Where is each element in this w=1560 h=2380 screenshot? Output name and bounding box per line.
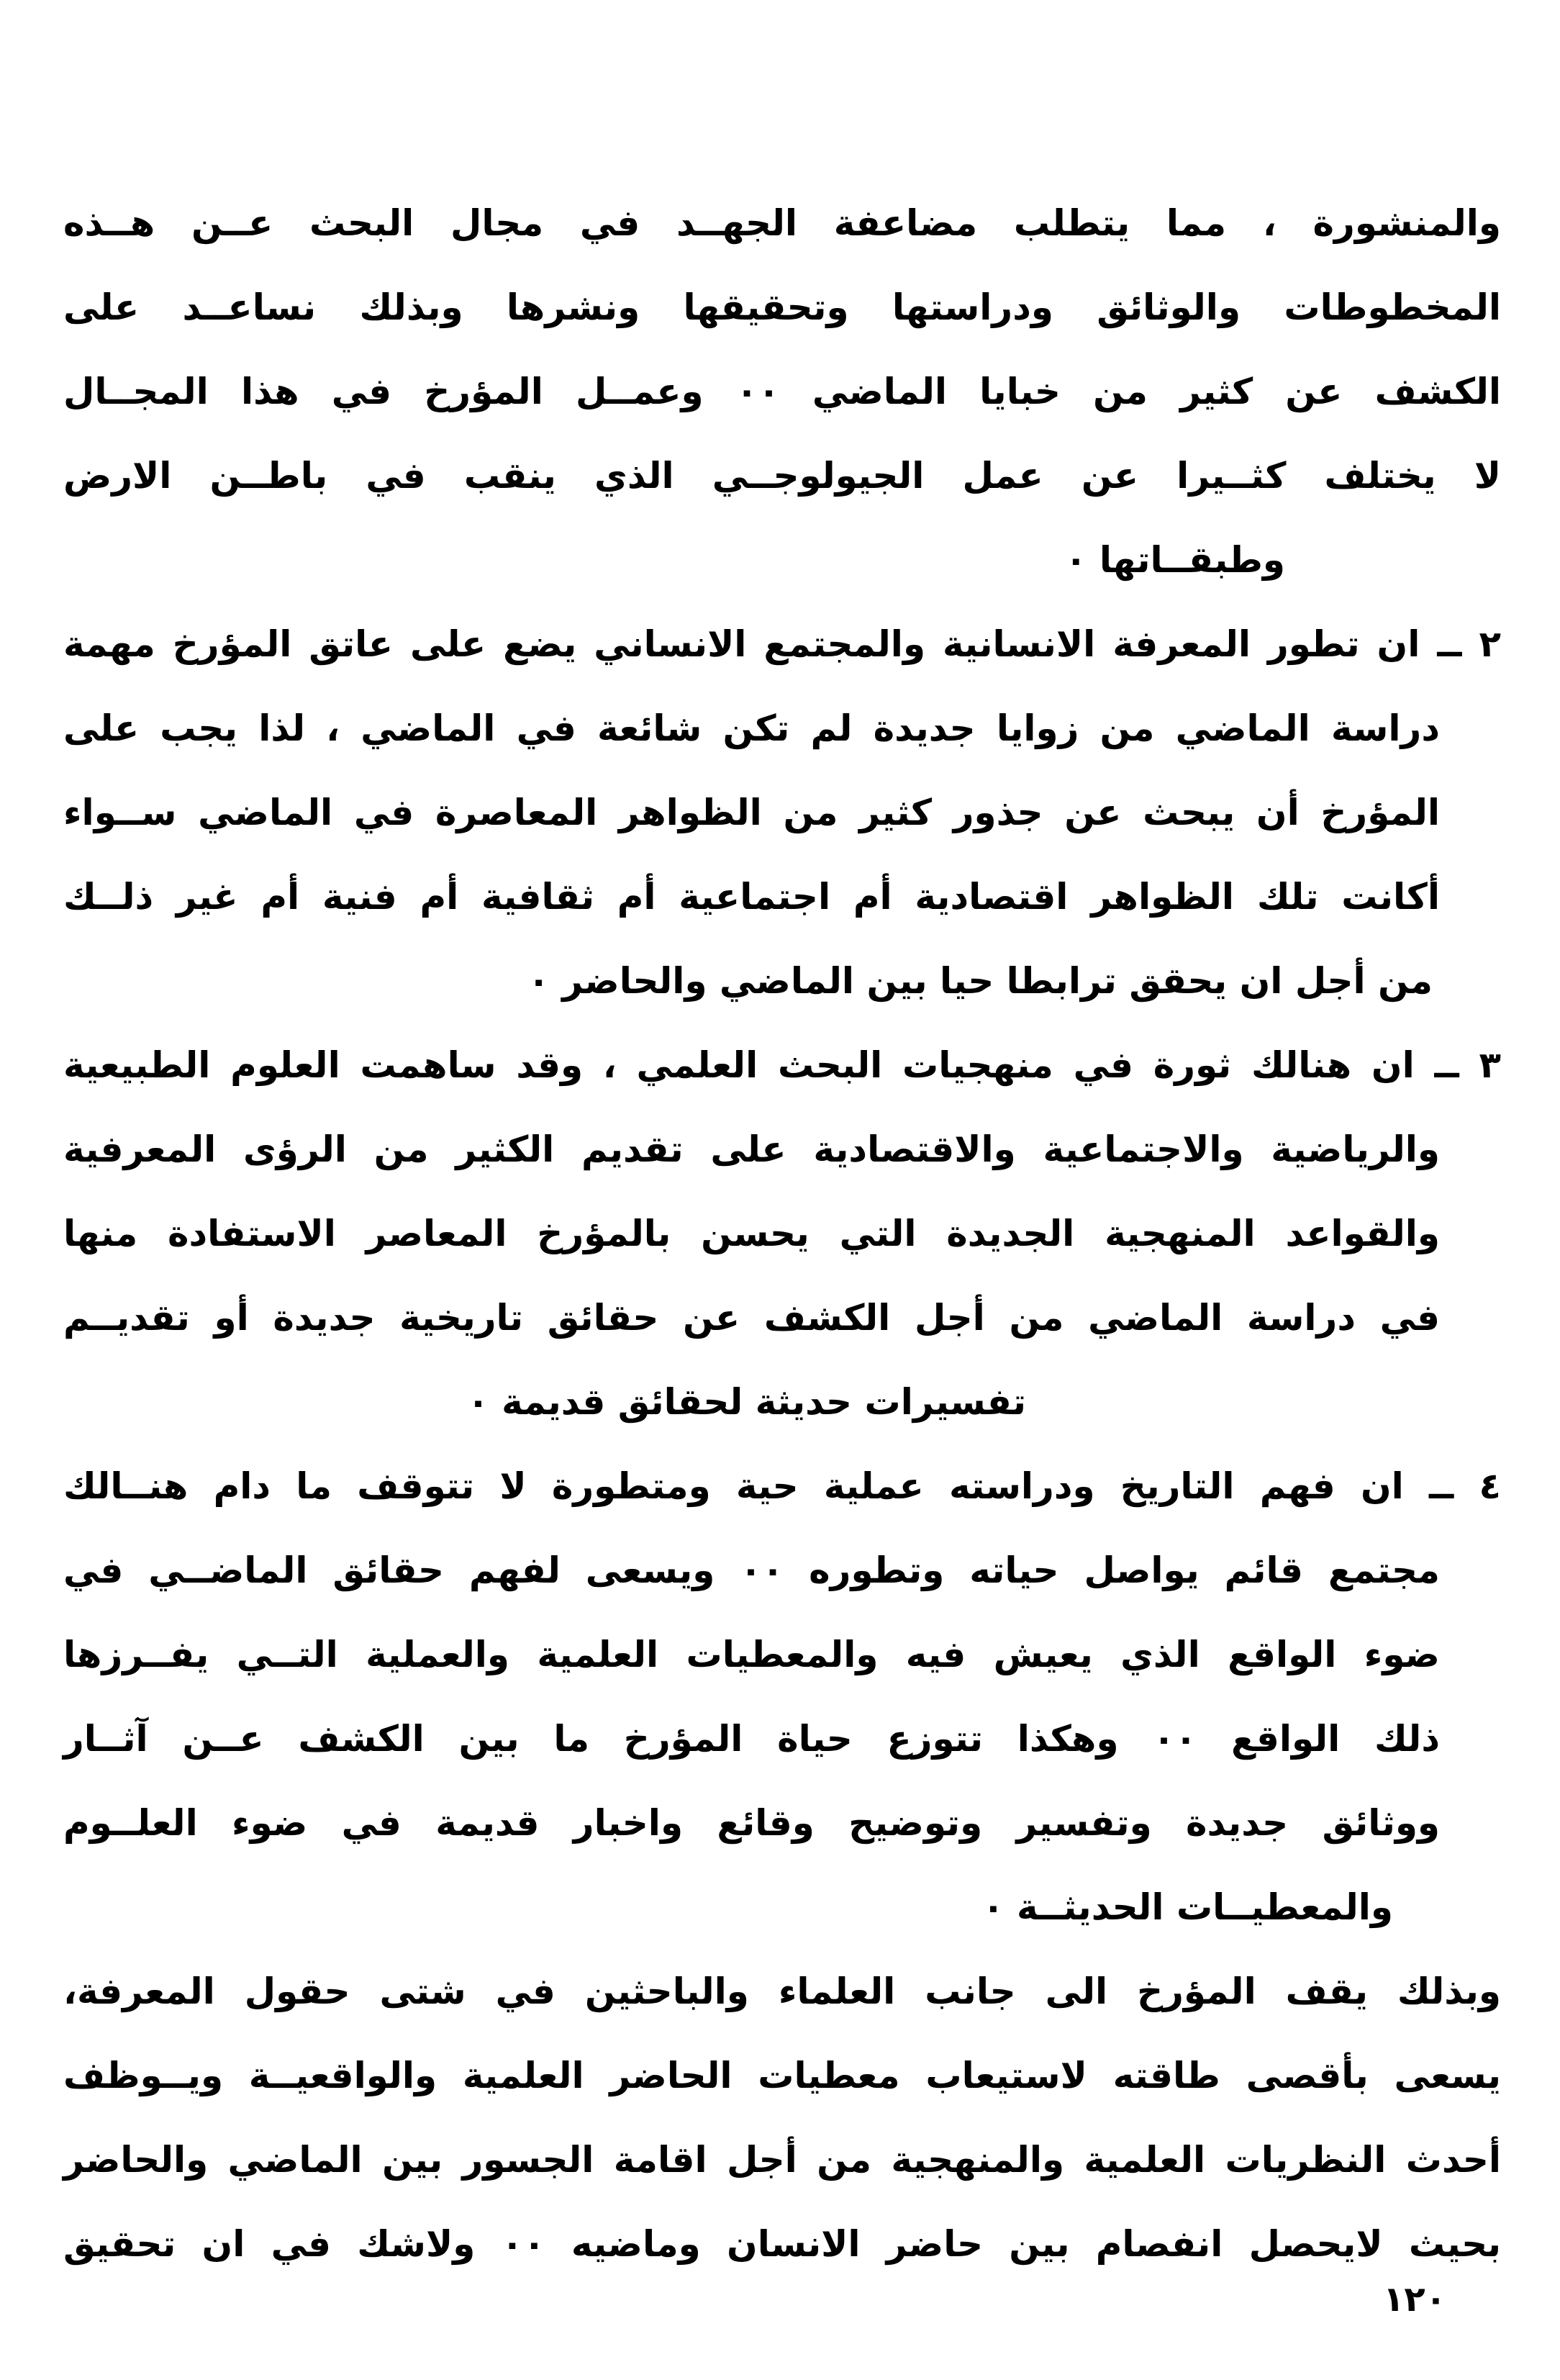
text-line: مجتمع قائم يواصل حياته وتطوره ٠٠ ويسعى لفهم حقائق الماضــي في [63, 1549, 1441, 1591]
page-number: ١٢٠ [1383, 2279, 1446, 2320]
text-line: والمنشورة ، مما يتطلب مضاعفة الجهــد في مجال البحث عــن هــذه [63, 202, 1501, 244]
text-line: المؤرخ أن يبحث عن جذور كثير من الظواهر المعاصرة في الماضي ســواء [63, 792, 1440, 833]
text-line: والرياضية والاجتماعية والاقتصادية على تقديم الكثير من الرؤى المعرفية [63, 1128, 1440, 1170]
text-line: ضوء الواقع الذي يعيش فيه والمعطيات العلمية والعملية التــي يفــرزها [63, 1634, 1440, 1675]
text-line: في دراسة الماضي من أجل الكشف عن حقائق تاريخية جديدة أو تقديــم [63, 1297, 1440, 1339]
paragraph-item-2 [63, 602, 1501, 1023]
text-line: تفسيرات حديثة لحقائق قديمة ٠ [467, 1381, 1026, 1423]
text-line: وبذلك يقف المؤرخ الى جانب العلماء والباحثين في شتى حقول المعرفة، [63, 1970, 1501, 2012]
paragraph-intro-continuation [63, 181, 1501, 602]
paragraph-item-3 [63, 1023, 1501, 1444]
page-text-block [63, 181, 1501, 2286]
text-line: لا يختلف كثــيرا عن عمل الجيولوجــي الذي ينقب في باطــن الارض [63, 455, 1501, 497]
text-line: ٣ ــ ان هنالك ثورة في منهجيات البحث العلمي ، وقد ساهمت العلوم الطبيعية [63, 1044, 1501, 1086]
text-line: دراسة الماضي من زوايا جديدة لم تكن شائعة في الماضي ، لذا يجب على [63, 707, 1440, 749]
text-line: أحدث النظريات العلمية والمنهجية من أجل اقامة الجسور بين الماضي والحاضر [63, 2139, 1501, 2181]
text-line: وطبقــاتها ٠ [1064, 539, 1285, 581]
text-line: أكانت تلك الظواهر اقتصادية أم اجتماعية أم ثقافية أم فنية أم غير ذلــك [63, 876, 1440, 918]
text-line: ووثائق جديدة وتفسير وتوضيح وقائع واخبار قديمة في ضوء العلــوم [63, 1802, 1440, 1844]
text-line: الكشف عن كثير من خبايا الماضي ٠٠ وعمــل المؤرخ في هذا المجــال [63, 371, 1501, 412]
text-line: بحيث لايحصل انفصام بين حاضر الانسان وماضيه ٠٠ ولاشك في ان تحقيق [63, 2223, 1501, 2265]
paragraph-item-4 [63, 1444, 1501, 1950]
text-line: والقواعد المنهجية الجديدة التي يحسن بالمؤرخ المعاصر الاستفادة منها [63, 1213, 1440, 1254]
text-line: ذلك الواقع ٠٠ وهكذا تتوزع حياة المؤرخ ما بين الكشف عــن آثــار [63, 1718, 1440, 1760]
text-line: من أجل ان يحقق ترابطا حيا بين الماضي والحاضر ٠ [527, 960, 1433, 1002]
text-line: والمعطيــات الحديثــة ٠ [982, 1886, 1393, 1928]
text-line: ٤ ــ ان فهم التاريخ ودراسته عملية حية ومتطورة لا تتوقف ما دام هنــالك [63, 1465, 1501, 1507]
text-line: يسعى بأقصى طاقته لاستيعاب معطيات الحاضر العلمية والواقعيــة ويــوظف [63, 2055, 1501, 2096]
text-line: ٢ ــ ان تطور المعرفة الانسانية والمجتمع الانساني يضع على عاتق المؤرخ مهمة [63, 623, 1501, 665]
text-line: المخطوطات والوثائق ودراستها وتحقيقها ونشرها وبذلك نساعــد على [63, 286, 1501, 328]
paragraph-closing [63, 1950, 1501, 2286]
